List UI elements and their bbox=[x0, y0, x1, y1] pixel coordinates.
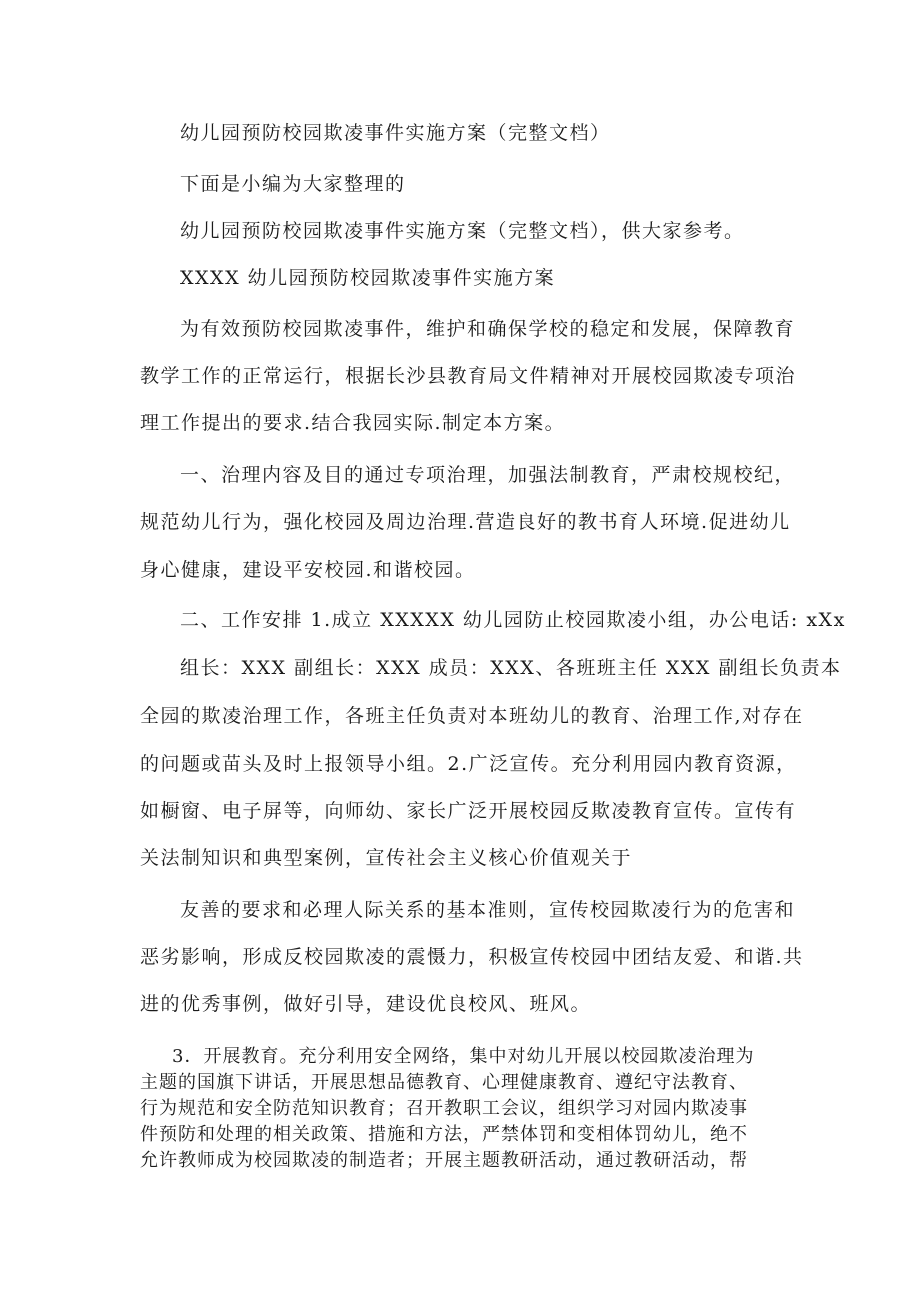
para5-line-4: 件预防和处理的相关政策、措施和方法，严禁体罚和变相体罚幼儿，绝不 bbox=[140, 1124, 748, 1145]
para5-line-3: 行为规范和安全防范知识教育；召开教职工会议，组织学习对园内欺凌事 bbox=[140, 1098, 748, 1119]
para2-line-2: 规范幼儿行为，强化校园及周边治理.营造良好的教书育人环境.促进幼儿 bbox=[140, 511, 791, 533]
para4-line-1: 友善的要求和必理人际关系的基本准则，宣传校园欺凌行为的危害和 bbox=[180, 899, 796, 921]
para1-line-1: 为有效预防校园欺凌事件，维护和确保学校的稳定和发展，保障教育 bbox=[180, 318, 796, 340]
para3-line-2: 组长：XXX 副组长：XXX 成员：XXX、各班班主任 XXX 副组长负责本 bbox=[180, 657, 842, 679]
intro-line-1: 下面是小编为大家整理的 bbox=[180, 173, 406, 195]
para5-line-2: 主题的国旗下讲话，开展思想品德教育、心理健康教育、遵纪守法教育、 bbox=[140, 1072, 748, 1093]
para3-line-1: 二、工作安排 1.成立 XXXXX 幼儿园防止校园欺凌小组，办公电话: xXx bbox=[180, 609, 846, 631]
para3-line-4: 的问题或苗头及时上报领导小组。2.广泛宣传。充分利用园内教育资源， bbox=[140, 753, 797, 775]
para1-line-3: 理工作提出的要求.结合我园实际.制定本方案。 bbox=[140, 412, 566, 434]
section-heading: XXXX 幼儿园预防校园欺凌事件实施方案 bbox=[180, 267, 556, 289]
document-title: 幼儿园预防校园欺凌事件实施方案（完整文档） bbox=[180, 122, 611, 144]
para3-line-5: 如橱窗、电子屏等，向师幼、家长广泛开展校园反欺凌教育宣传。宣传有 bbox=[140, 800, 797, 822]
para2-line-1: 一、治理内容及目的通过专项治理，加强法制教育，严肃校规校纪， bbox=[180, 464, 796, 486]
intro-line-2: 幼儿园预防校园欺凌事件实施方案（完整文档），供大家参考。 bbox=[180, 220, 745, 242]
para2-line-3: 身心健康，建设平安校园.和谐校园。 bbox=[140, 559, 476, 581]
para4-line-3: 进的优秀事例，做好引导，建设优良校风、班风。 bbox=[140, 993, 592, 1015]
para3-line-3: 全园的欺凌治理工作，各班主任负责对本班幼儿的教育、治理工作,对存在 bbox=[140, 705, 804, 727]
para3-line-6: 关法制知识和典型案例，宣传社会主义核心价值观关于 bbox=[140, 847, 633, 869]
para4-line-2: 恶劣影响，形成反校园欺凌的震慑力，积极宣传校园中团结友爱、和谐.共 bbox=[140, 946, 804, 968]
para5-line-5: 允许教师成为校园欺凌的制造者；开展主题教研活动，通过教研活动，帮 bbox=[140, 1150, 748, 1171]
para1-line-2: 教学工作的正常运行，根据长沙县教育局文件精神对开展校园欺凌专项治 bbox=[140, 365, 797, 387]
para5-block bbox=[140, 1044, 800, 1174]
para5-line-1: 3．开展教育。充分利用安全网络，集中对幼儿开展以校园欺凌治理为 bbox=[172, 1046, 755, 1067]
